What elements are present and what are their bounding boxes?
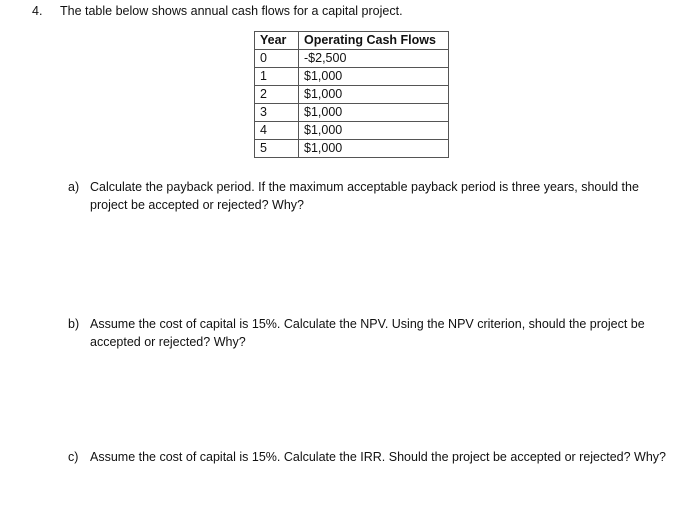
table-row <box>255 68 449 86</box>
question-header <box>32 2 403 20</box>
subquestion-b <box>68 315 668 351</box>
cash-flow-cell: $1,000 <box>299 86 449 104</box>
table-row <box>255 122 449 140</box>
year-column-header: Year <box>255 32 299 50</box>
table-row <box>255 104 449 122</box>
year-cell: 5 <box>255 140 299 158</box>
year-cell: 0 <box>255 50 299 68</box>
subquestion-a <box>68 178 668 214</box>
table-header-row <box>255 32 449 50</box>
cash-flow-table <box>254 31 449 158</box>
subquestion-text: Calculate the payback period. If the maximum acceptable payback period is three years, should the project be accepted or rejected? Why? <box>90 180 639 212</box>
table-row <box>255 140 449 158</box>
year-cell: 4 <box>255 122 299 140</box>
cash-flow-cell: $1,000 <box>299 122 449 140</box>
year-cell: 3 <box>255 104 299 122</box>
subquestion-text: Assume the cost of capital is 15%. Calculate the IRR. Should the project be accepted or rejected? Why? <box>90 450 667 464</box>
question-text: The table below shows annual cash flows for a capital project. <box>60 4 403 18</box>
subquestion-letter: b) <box>68 317 80 331</box>
cash-flow-cell: $1,000 <box>299 140 449 158</box>
cash-flow-cell: -$2,500 <box>299 50 449 68</box>
subquestion-letter: a) <box>68 180 80 194</box>
cash-flow-cell: $1,000 <box>299 68 449 86</box>
year-cell: 2 <box>255 86 299 104</box>
table-row <box>255 86 449 104</box>
cash-flow-column-header: Operating Cash Flows <box>299 32 449 50</box>
cash-flow-cell: $1,000 <box>299 104 449 122</box>
question-number: 4. <box>32 4 43 18</box>
subquestion-c <box>68 448 668 466</box>
subquestion-text: Assume the cost of capital is 15%. Calculate the NPV. Using the NPV criterion, should the project be accepted or rejected? Why? <box>90 317 645 349</box>
table-row <box>255 50 449 68</box>
subquestion-letter: c) <box>68 450 79 464</box>
year-cell: 1 <box>255 68 299 86</box>
